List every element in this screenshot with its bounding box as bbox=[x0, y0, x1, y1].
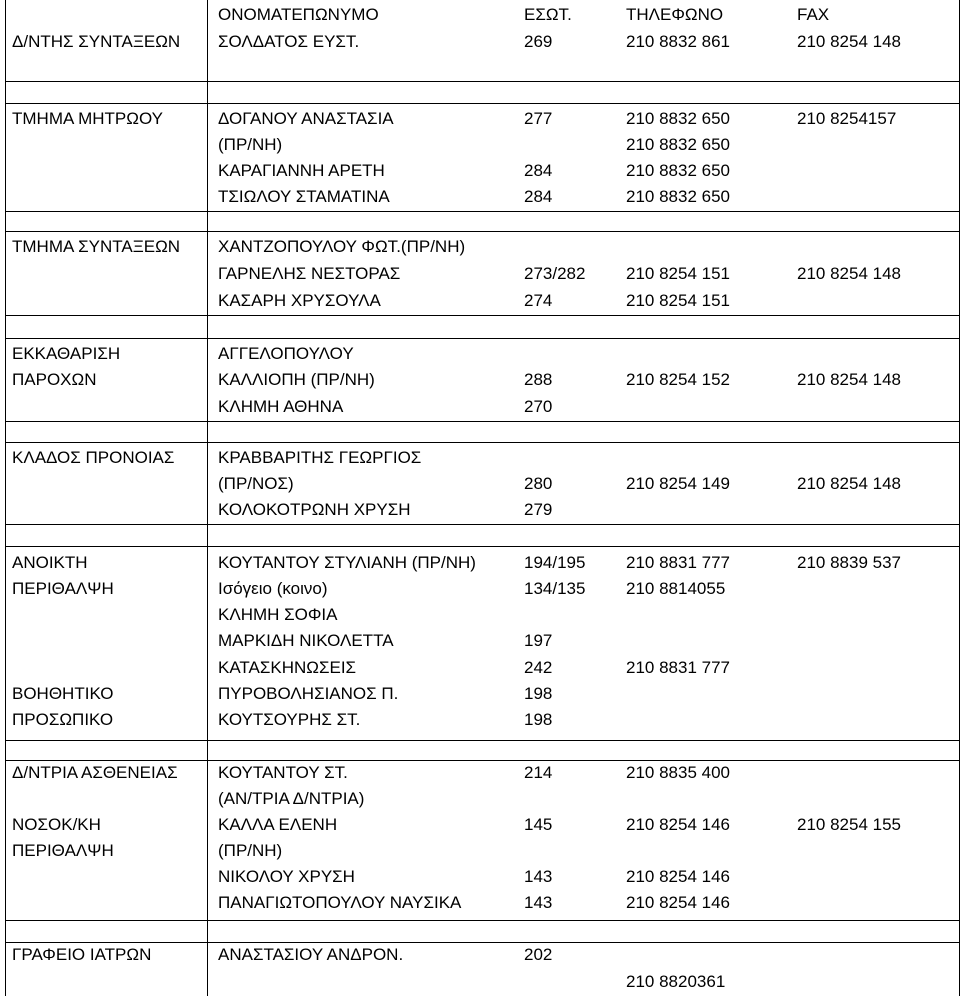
person-ext: 145 bbox=[524, 815, 553, 834]
row-divider bbox=[5, 740, 959, 741]
person-phone: 210 8254 149 bbox=[626, 474, 730, 493]
person-name-suffix: (ΑΝ/ΤΡΙΑ Δ/ΝΤΡΙΑ) bbox=[218, 789, 365, 808]
dept-fax: 210 8254 155 bbox=[797, 815, 901, 834]
dept-fax: 210 8254157 bbox=[797, 109, 897, 128]
dept-fax: 210 8254 148 bbox=[797, 370, 901, 389]
person-name: ΚΛΗΜΗ ΑΘΗΝΑ bbox=[218, 397, 344, 416]
person-name: ΑΓΓΕΛΟΠΟΥΛΟΥ bbox=[218, 344, 354, 363]
person-phone: 210 8831 777 bbox=[626, 658, 730, 677]
person-name-suffix: (ΠΡ/ΝΟΣ) bbox=[218, 474, 294, 493]
director-fax: 210 8254 148 bbox=[797, 32, 901, 51]
person-ext: 270 bbox=[524, 397, 553, 416]
person-name: ΑΝΑΣΤΑΣΙΟΥ ΑΝΔΡΟΝ. bbox=[218, 945, 404, 964]
person-ext: 197 bbox=[524, 631, 553, 650]
person-ext: 280 bbox=[524, 474, 553, 493]
person-phone: 210 8254 151 bbox=[626, 264, 730, 283]
person-name: ΤΣΙΩΛΟΥ ΣΤΑΜΑΤΙΝΑ bbox=[218, 187, 390, 206]
director-ext: 269 bbox=[524, 32, 553, 51]
header-fax: FAX bbox=[797, 5, 830, 24]
person-phone: 210 8254 152 bbox=[626, 370, 730, 389]
person-name-suffix: (ΠΡ/ΝΗ) bbox=[218, 841, 283, 860]
person-name-suffix: (ΠΡ/ΝΗ) bbox=[218, 135, 283, 154]
director-phone: 210 8832 861 bbox=[626, 32, 730, 51]
person-phone: 210 8254 146 bbox=[626, 867, 730, 886]
row-divider bbox=[5, 421, 959, 422]
dept-director: Δ/ΝΤΗΣ ΣΥΝΤΑΞΕΩΝ bbox=[12, 32, 181, 51]
dept-anoikti: ΑΝΟΙΚΤΗ bbox=[12, 553, 88, 572]
person-ext: 214 bbox=[524, 763, 553, 782]
person-name: ΠΑΝΑΓΙΩΤΟΠΟΥΛΟΥ ΝΑΥΣΙΚΑ bbox=[218, 893, 462, 912]
person-name: ΚΑΤΑΣΚΗΝΩΣΕΙΣ bbox=[218, 658, 357, 677]
person-ext: 194/195 bbox=[524, 553, 586, 572]
person-phone: 210 8831 777 bbox=[626, 553, 730, 572]
dept-astheneias: Δ/ΝΤΡΙΑ ΑΣΘΕΝΕΙΑΣ bbox=[12, 763, 178, 782]
person-ext: 143 bbox=[524, 893, 553, 912]
row-divider bbox=[5, 338, 959, 339]
person-ext: 284 bbox=[524, 161, 553, 180]
location-note: Ισόγειο (κοινο) bbox=[218, 579, 328, 598]
person-name: ΚΡΑΒΒΑΡΙΤΗΣ ΓΕΩΡΓΙΟΣ bbox=[218, 448, 422, 467]
row-divider bbox=[5, 524, 959, 525]
row-divider bbox=[5, 81, 959, 82]
dept-mitroou: ΤΜΗΜΑ ΜΗΤΡΩΟΥ bbox=[12, 109, 163, 128]
row-divider bbox=[5, 211, 959, 212]
header-ext: ΕΣΩΤ. bbox=[524, 5, 572, 24]
person-ext: 134/135 bbox=[524, 579, 586, 598]
dept-ekkatharisi: ΕΚΚΑΘΑΡΙΣΗ bbox=[12, 344, 121, 363]
row-divider bbox=[5, 315, 959, 316]
person-name: ΚΟΥΤΣΟΥΡΗΣ ΣΤ. bbox=[218, 710, 361, 729]
person-ext: 288 bbox=[524, 370, 553, 389]
person-phone: 210 8254 146 bbox=[626, 815, 730, 834]
person-phone: 210 8835 400 bbox=[626, 763, 730, 782]
person-ext: 284 bbox=[524, 187, 553, 206]
row-divider bbox=[5, 920, 959, 921]
person-name: ΚΟΥΤΑΝΤΟΥ ΣΤΥΛΙΑΝΗ (ΠΡ/ΝΗ) bbox=[218, 553, 476, 572]
person-name: ΚΟΥΤΑΝΤΟΥ ΣΤ. bbox=[218, 763, 348, 782]
person-phone: 210 8254 146 bbox=[626, 893, 730, 912]
dept-anoikti-line2: ΠΕΡΙΘΑΛΨΗ bbox=[12, 579, 114, 598]
person-phone: 210 8814055 bbox=[626, 579, 726, 598]
dept-fax: 210 8254 148 bbox=[797, 474, 901, 493]
director-name: ΣΟΛΔΑΤΟΣ ΕΥΣΤ. bbox=[218, 32, 360, 51]
person-phone: 210 8254 151 bbox=[626, 291, 730, 310]
row-divider bbox=[5, 546, 959, 547]
dept-pronoias: ΚΛΑΔΟΣ ΠΡΟΝΟΙΑΣ bbox=[12, 448, 175, 467]
person-ext: 198 bbox=[524, 710, 553, 729]
person-name: ΠΥΡΟΒΟΛΗΣΙΑΝΟΣ Π. bbox=[218, 684, 399, 703]
header-name: ΟΝΟΜΑΤΕΠΩΝΥΜΟ bbox=[218, 5, 379, 24]
person-phone: 210 8832 650 bbox=[626, 135, 730, 154]
person-phone: 210 8832 650 bbox=[626, 161, 730, 180]
dept-ekkatharisi-line2: ΠΑΡΟΧΩΝ bbox=[12, 370, 97, 389]
column-divider bbox=[207, 0, 208, 996]
person-name: ΚΑΛΛΑ ΕΛΕΝΗ bbox=[218, 815, 338, 834]
person-ext: 143 bbox=[524, 867, 553, 886]
person-ext: 279 bbox=[524, 500, 553, 519]
column-divider bbox=[5, 0, 6, 996]
dept-fax: 210 8839 537 bbox=[797, 553, 901, 572]
person-name: ΓΑΡΝΕΛΗΣ ΝΕΣΤΟΡΑΣ bbox=[218, 264, 401, 283]
person-ext: 274 bbox=[524, 291, 553, 310]
row-divider bbox=[5, 442, 959, 443]
person-name: ΚΟΛΟΚΟΤΡΩΝΗ ΧΡΥΣΗ bbox=[218, 500, 411, 519]
person-name: ΚΑΣΑΡΗ ΧΡΥΣΟΥΛΑ bbox=[218, 291, 381, 310]
row-divider bbox=[5, 231, 959, 232]
dept-nosok-line2: ΠΕΡΙΘΑΛΨΗ bbox=[12, 841, 114, 860]
person-name: ΔΟΓΑΝΟΥ ΑΝΑΣΤΑΣΙΑ bbox=[218, 109, 394, 128]
row-divider bbox=[5, 103, 959, 104]
person-phone: 210 8832 650 bbox=[626, 109, 730, 128]
person-phone: 210 8820361 bbox=[626, 972, 726, 991]
dept-iatron: ΓΡΑΦΕΙΟ ΙΑΤΡΩΝ bbox=[12, 945, 152, 964]
person-ext: 242 bbox=[524, 658, 553, 677]
person-name: ΝΙΚΟΛΟΥ ΧΡΥΣΗ bbox=[218, 867, 355, 886]
person-ext: 277 bbox=[524, 109, 553, 128]
person-ext: 202 bbox=[524, 945, 553, 964]
person-name: ΚΛΗΜΗ ΣΟΦΙΑ bbox=[218, 605, 338, 624]
person-name: ΜΑΡΚΙΔΗ ΝΙΚΟΛΕΤΤΑ bbox=[218, 631, 394, 650]
person-ext: 273/282 bbox=[524, 264, 586, 283]
dept-nosok: ΝΟΣΟΚ/ΚΗ bbox=[12, 815, 101, 834]
dept-syntaxeon: ΤΜΗΜΑ ΣΥΝΤΑΞΕΩΝ bbox=[12, 237, 181, 256]
dept-voithitiko: ΒΟΗΘΗΤΙΚΟ bbox=[12, 684, 114, 703]
person-phone: 210 8832 650 bbox=[626, 187, 730, 206]
person-name-line2: ΚΑΛΛΙΟΠΗ (ΠΡ/ΝΗ) bbox=[218, 370, 375, 389]
person-name: ΧΑΝΤΖΟΠΟΥΛΟΥ ΦΩΤ.(ΠΡ/ΝΗ) bbox=[218, 237, 466, 256]
dept-voithitiko-line2: ΠΡΟΣΩΠΙΚΟ bbox=[12, 710, 114, 729]
dept-fax: 210 8254 148 bbox=[797, 264, 901, 283]
person-name: ΚΑΡΑΓΙΑΝΝΗ ΑΡΕΤΗ bbox=[218, 161, 385, 180]
header-phone: ΤΗΛΕΦΩΝΟ bbox=[626, 5, 724, 24]
person-ext: 198 bbox=[524, 684, 553, 703]
